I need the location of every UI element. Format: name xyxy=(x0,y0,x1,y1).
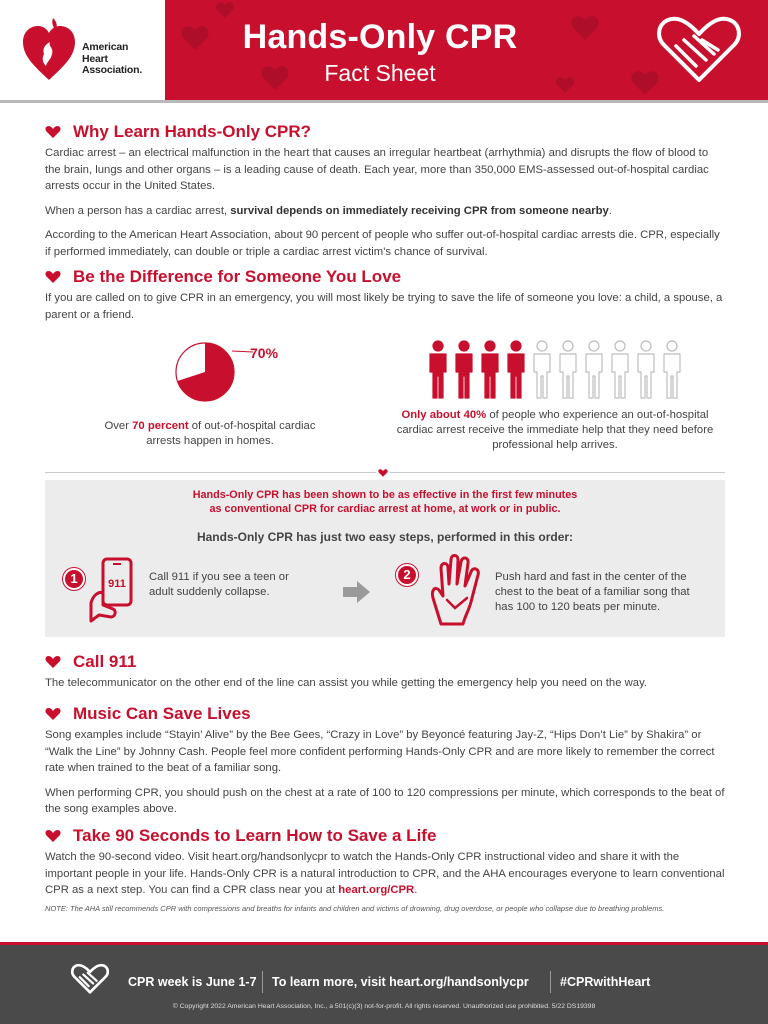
hands-heart-icon xyxy=(654,14,744,86)
highlight-text: Only about 40% xyxy=(401,409,487,421)
step-2-text: Push hard and fast in the center of the chest to the beat of a familiar song that has 100 to 120 beats per minute. xyxy=(495,571,690,613)
heart-bullet-icon xyxy=(45,707,61,721)
section-title: Why Learn Hands-Only CPR? xyxy=(73,122,312,141)
logo-line3: Association. xyxy=(82,64,143,76)
phone-911-text: 911 xyxy=(108,578,126,590)
footer-separator xyxy=(550,971,551,993)
footer xyxy=(0,945,768,1024)
callout-line2: as conventional CPR for cardiac arrest at home, at work or in public. xyxy=(209,502,561,515)
section-music xyxy=(45,703,725,818)
person-outline-icon xyxy=(534,341,550,398)
paragraph: When performing CPR, you should push on the chest at a rate of 100 to 120 compressions per minute, which corresponds to the beat of the song examples above. xyxy=(45,786,725,815)
paragraph: Cardiac arrest – an electrical malfunction in the heart that causes an irregular heartbeat (arrhythmia) and disrupts the flow of blood to the brain, lungs and other organs – is a leading cause of death. Each year, more than 350,000 EMS-assessed out-of-hospital cardiac arrests occur in the United States. xyxy=(45,147,709,192)
heart-torch-logo-icon xyxy=(20,14,78,84)
section-why-learn xyxy=(45,121,725,260)
hashtag-label: #CPRwithHeart xyxy=(560,975,651,989)
hashtag-text xyxy=(560,975,650,989)
person-outline-icon xyxy=(638,341,654,398)
callout-line1: Hands-Only CPR has been shown to be as effective in the first few minutes xyxy=(192,489,578,501)
text-span: Watch the 90-second video. Visit heart.org/handsonlycpr to watch the Hands-Only CPR instructional video and share it with the important people in your life. Hands-Only CPR is a natural introduction to CPR, and the AHA encourages everyone to learn conventional CPR as a next step. You can find a CPR class near you at xyxy=(45,851,725,896)
step-1-badge: 1 xyxy=(63,568,85,590)
hands-heart-footer-icon xyxy=(70,963,110,995)
text-span: When a person has a cardiac arrest, xyxy=(45,204,231,217)
two-steps-panel xyxy=(45,480,725,637)
stat-caption xyxy=(95,419,325,449)
heart-bullet-icon xyxy=(45,270,61,284)
person-outline-icon xyxy=(612,341,628,398)
steps-heading: Hands-Only CPR has just two easy steps, performed in this order: xyxy=(196,530,574,544)
header xyxy=(0,0,768,100)
person-outline-icon xyxy=(560,341,576,398)
paragraph xyxy=(45,203,725,220)
person-filled-icon xyxy=(430,341,446,398)
divider-heart-icon xyxy=(376,467,390,479)
page-subtitle: Fact Sheet xyxy=(324,60,436,86)
logo-line2: Heart xyxy=(82,52,108,65)
text-span: Over xyxy=(104,420,133,432)
heart-bullet-icon xyxy=(45,655,61,669)
person-filled-icon xyxy=(482,341,498,398)
text-span: . xyxy=(608,204,612,217)
heart-bullet-icon xyxy=(45,125,61,139)
phone-hand-icon xyxy=(87,555,145,625)
section-title: Music Can Save Lives xyxy=(73,704,251,723)
text-span: . xyxy=(414,884,418,896)
logo-wordmark xyxy=(82,42,142,77)
logo-line1: American xyxy=(82,41,129,53)
person-filled-icon xyxy=(456,341,472,398)
section-be-the-difference xyxy=(45,266,725,323)
person-filled-icon xyxy=(508,341,524,398)
learn-more-text xyxy=(272,975,529,989)
person-outline-icon xyxy=(664,341,680,398)
people-pictogram xyxy=(425,340,690,402)
paragraph: According to the American Heart Association, about 90 percent of people who suffer out-of-hospital cardiac arrests die. CPR, especially if performed immediately, can double or triple a cardiac arrest victim's chance of survival. xyxy=(45,229,720,258)
section-take-90-seconds xyxy=(45,825,725,914)
person-outline-icon xyxy=(586,341,602,398)
text-span: of people who experience an out-of-hospital cardiac arrest receive the immediate help that they need before professional help arrives. xyxy=(396,409,714,451)
section-call-911 xyxy=(45,651,725,692)
section-title: Be the Difference for Someone You Love xyxy=(73,267,402,286)
aha-logo[interactable] xyxy=(0,0,165,100)
effectiveness-callout xyxy=(45,489,725,516)
arrow-right-icon xyxy=(343,580,371,604)
handsonlycpr-link[interactable]: heart.org/handsonlycpr xyxy=(389,975,529,989)
paragraph: The telecommunicator on the other end of the line can assist you while getting the emergency help you need on the way. xyxy=(45,677,648,689)
cpr-class-link[interactable]: heart.org/CPR xyxy=(338,884,415,896)
copyright-text: © Copyright 2022 American Heart Association, Inc., a 501(c)(3) not-for-profit. All rights reserved. Unauthorized use prohibited. 5/22 DS19398 xyxy=(172,1003,596,1010)
learn-more-label: To learn more, visit xyxy=(272,975,390,989)
paragraph xyxy=(45,849,725,899)
stat-homes xyxy=(95,340,325,450)
text-span: of out-of-hospital cardiac arrests happen in homes. xyxy=(146,420,316,447)
stat-help xyxy=(395,335,715,460)
hands-compression-icon xyxy=(425,550,489,630)
cpr-week-label: CPR week is June 1-7 xyxy=(128,975,257,989)
stat-caption xyxy=(395,408,715,453)
step-2-badge: 2 xyxy=(396,564,418,586)
bold-text: survival depends on immediately receiving CPR from someone nearby xyxy=(230,204,609,217)
page-title: Hands-Only CPR xyxy=(242,18,518,56)
heart-bullet-icon xyxy=(45,829,61,843)
footer-separator xyxy=(262,971,263,993)
section-title: Take 90 Seconds to Learn How to Save a Life xyxy=(73,826,437,845)
cpr-week-text xyxy=(128,975,257,989)
paragraph: If you are called on to give CPR in an emergency, you will most likely be trying to save the life of someone you love: a child, a spouse, a parent or a friend. xyxy=(45,292,723,321)
paragraph: Song examples include “Stayin’ Alive” by the Bee Gees, “Crazy in Love” by Beyoncé featuring Jay-Z, “Hips Don’t Lie” by Shakira” or “Walk the Line” by Johnny Cash. People feel more confident performing Hands-Only CPR and are more likely to remember the correct rate when trained to the beat of a familiar song. xyxy=(45,729,715,774)
header-divider xyxy=(0,100,768,103)
footnote: NOTE: The AHA still recommends CPR with compressions and breaths for infants and children and victims of drowning, drug overdose, or people who collapse due to breathing problems. xyxy=(45,903,665,913)
highlight-text: 70 percent xyxy=(132,420,189,432)
section-title: Call 911 xyxy=(73,652,137,671)
step-1-text: Call 911 if you see a teen or adult suddenly collapse. xyxy=(149,571,289,598)
title-banner xyxy=(165,0,768,100)
percent-label: 70% xyxy=(250,345,279,361)
